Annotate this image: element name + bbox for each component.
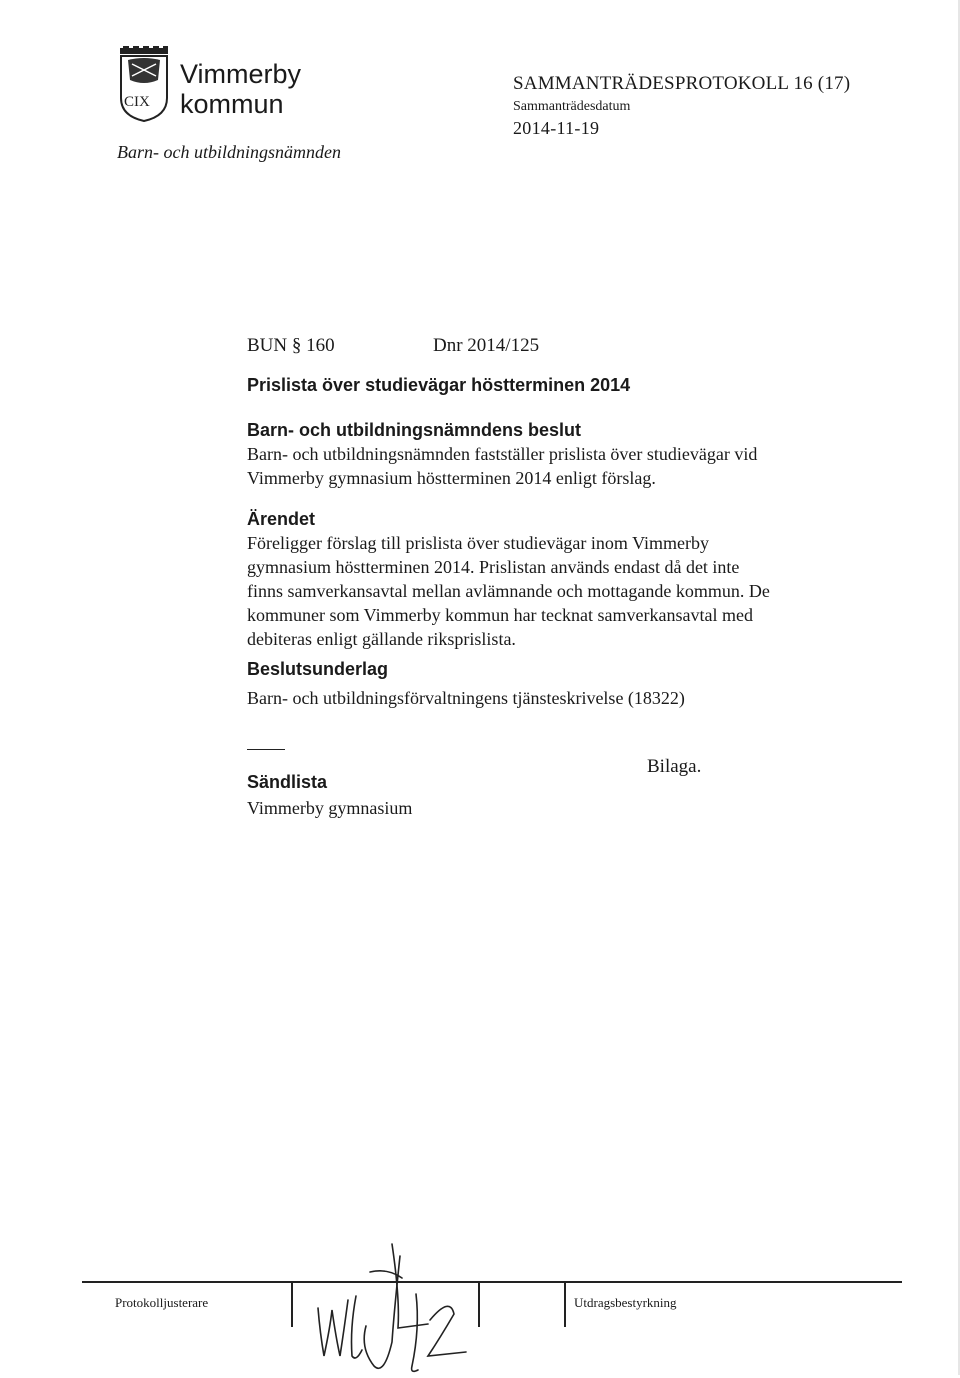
meeting-date: 2014-11-19 [513,118,600,138]
footer-adjuster-label: Protokolljusterare [115,1295,209,1310]
text-line: finns samverkansavtal mellan avlämnande och mottagande kommun. De [247,581,770,601]
distribution-text: Vimmerby gymnasium [247,798,413,818]
decision-text [247,442,847,490]
org-name-line1: Vimmerby [180,59,302,89]
coat-of-arms-icon [118,46,170,122]
text-line: debiteras enligt gällande riksprislista. [247,629,516,649]
text-line: Barn- och utbildningsnämnden fastställer prislista över studievägar vid [247,444,758,464]
date-label: Sammanträdesdatum [513,99,631,114]
paragraph-number: BUN § 160 [247,335,335,356]
footer-certification-label: Utdragsbestyrkning [574,1295,677,1310]
distribution-heading: Sändlista [247,772,328,792]
handwritten-signature-icon [300,1238,500,1378]
text-line: gymnasium höstterminen 2014. Prislistan används endast då det inte [247,557,740,577]
decision-heading: Barn- och utbildningsnämndens beslut [247,420,582,440]
org-name-line2: kommun [180,89,284,119]
attachment-note: Bilaga. [647,756,702,777]
separator-dash [247,749,285,750]
matter-heading: Ärendet [247,509,316,529]
footer-divider [564,1281,566,1327]
crest-letters: CIX [124,94,150,110]
case-title: Prislista över studievägar höstterminen 2014 [247,375,631,395]
board-name: Barn- och utbildningsnämnden [117,142,341,162]
protocol-title: SAMMANTRÄDESPROTOKOLL 16 (17) [513,73,851,94]
matter-text [247,531,847,651]
text-line: kommuner som Vimmerby kommun har tecknat samverkansavtal med [247,605,753,625]
basis-text: Barn- och utbildningsförvaltningens tjänsteskrivelse (18322) [247,688,685,708]
text-line: Föreligger förslag till prislista över studievägar inom Vimmerby [247,533,709,553]
diary-number: Dnr 2014/125 [433,335,540,356]
text-line: Vimmerby gymnasium höstterminen 2014 enligt förslag. [247,468,656,488]
footer-divider [291,1281,293,1327]
basis-heading: Beslutsunderlag [247,659,389,679]
